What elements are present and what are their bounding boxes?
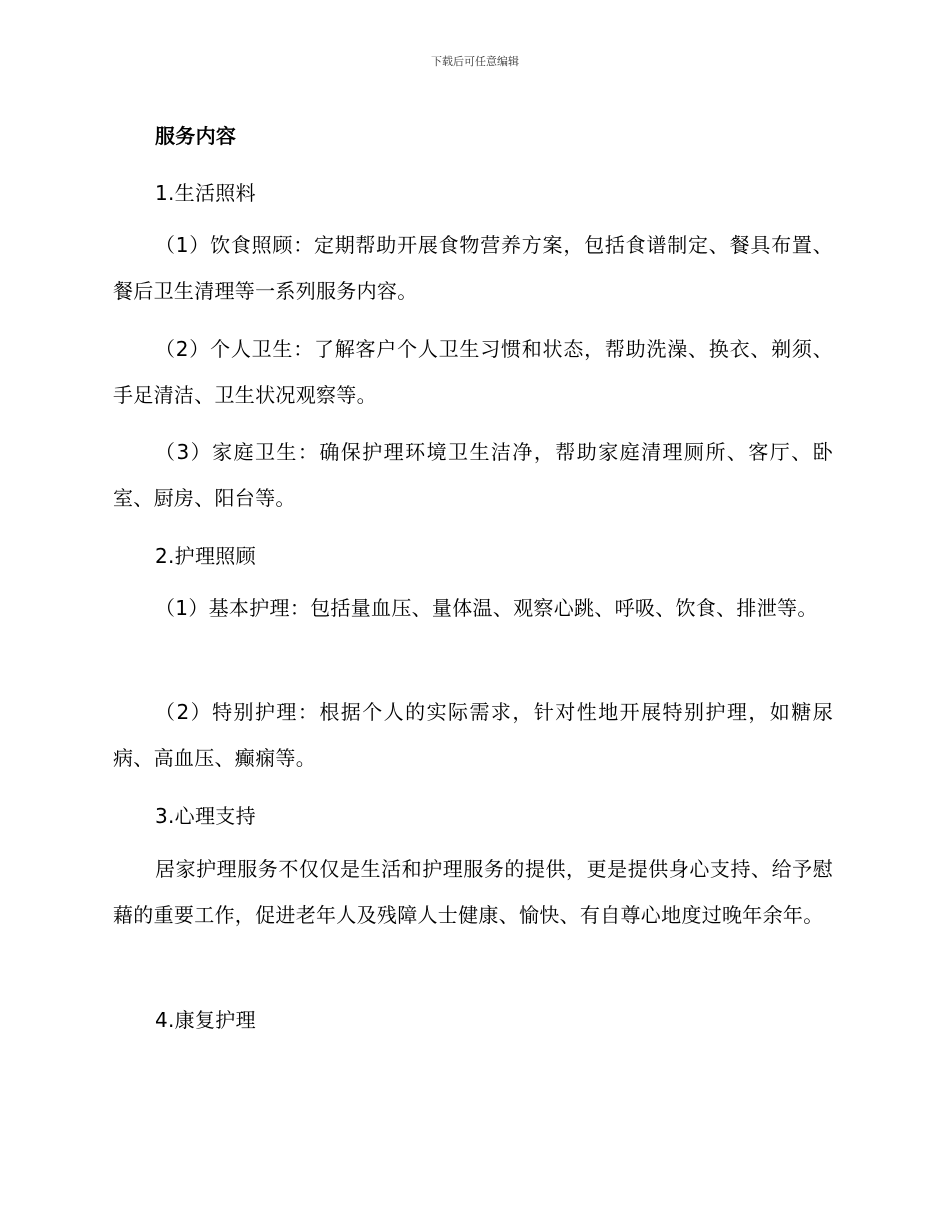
page-header-note: 下载后可任意编辑 [431,55,519,68]
section-heading-nursing-care: 2.护理照顾 [155,544,256,568]
paragraph-personal-hygiene: （2）个人卫生：了解客户个人卫生习惯和状态，帮助洗澡、换衣、剃须、手足清洁、卫生状况观察等。 [113,337,833,407]
paragraph-home-hygiene: （3）家庭卫生：确保护理环境卫生洁净，帮助家庭清理厕所、客厅、卧室、厨房、阳台等。 [113,440,833,510]
paragraph-special-nursing: （2）特别护理：根据个人的实际需求，针对性地开展特别护理，如糖尿病、高血压、癫痫等。 [113,700,833,770]
document-title: 服务内容 [155,124,237,148]
paragraph-psychological-support: 居家护理服务不仅仅是生活和护理服务的提供，更是提供身心支持、给予慰藉的重要工作，促进老年人及残障人士健康、愉快、有自尊心地度过晚年余年。 [113,857,833,927]
paragraph-basic-nursing: （1）基本护理：包括量血压、量体温、观察心跳、呼吸、饮食、排泄等。 [155,596,818,620]
section-heading-rehab-care: 4.康复护理 [155,1008,256,1032]
section-heading-psychological-support: 3.心理支持 [155,804,256,828]
section-heading-daily-care: 1.生活照料 [155,181,256,205]
paragraph-diet-care: （1）饮食照顾：定期帮助开展食物营养方案，包括食谱制定、餐具布置、餐后卫生清理等一系列服务内容。 [113,233,833,303]
